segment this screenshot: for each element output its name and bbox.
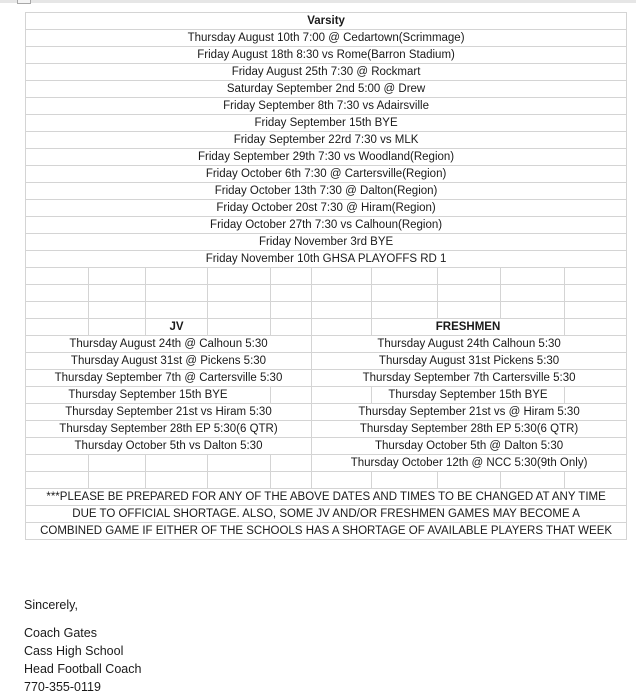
closing-text: Sincerely, [24,598,78,612]
varsity-game: Friday October 27th 7:30 vs Calhoun(Region) [26,217,627,234]
varsity-game: Friday September 29th 7:30 vs Woodland(Region) [26,149,627,166]
varsity-game: Friday November 10th GHSA PLAYOFFS RD 1 [26,251,627,268]
jv-game: Thursday September 7th @ Cartersville 5:30 [26,370,312,387]
empty-cell[interactable] [372,285,438,302]
table-move-handle[interactable] [17,0,31,4]
empty-cell[interactable] [372,302,438,319]
empty-cell[interactable] [208,268,271,285]
freshmen-game: Thursday October 12th @ NCC 5:30(9th Only) [312,455,627,472]
empty-cell[interactable] [146,302,208,319]
section-header-row [26,319,627,336]
jv-freshmen-row [26,387,627,404]
empty-cell[interactable] [26,472,89,489]
empty-cell[interactable] [312,319,372,336]
jv-game: Thursday August 31st @ Pickens 5:30 [26,353,312,370]
varsity-game-row [26,132,627,149]
empty-cell[interactable] [146,285,208,302]
empty-cell[interactable] [89,302,146,319]
varsity-game: Friday October 6th 7:30 @ Cartersville(Region) [26,166,627,183]
empty-cell[interactable] [312,268,372,285]
varsity-game-row [26,200,627,217]
empty-cell[interactable] [438,302,501,319]
ruler-bar [0,0,636,3]
empty-cell[interactable] [89,455,146,472]
jv-game: Thursday October 5th vs Dalton 5:30 [26,438,312,455]
empty-cell[interactable] [89,472,146,489]
schedule-table [25,12,627,540]
varsity-game-row [26,30,627,47]
empty-cell[interactable] [271,319,312,336]
jv-freshmen-row [26,353,627,370]
varsity-game: Friday August 25th 7:30 @ Rockmart [26,64,627,81]
empty-row [26,302,627,319]
empty-cell[interactable] [271,285,312,302]
empty-cell[interactable] [271,472,312,489]
freshmen-game: Thursday August 24th Calhoun 5:30 [312,336,627,353]
jv-freshmen-row [26,404,627,421]
empty-cell[interactable] [312,472,372,489]
varsity-game: Friday September 15th BYE [26,115,627,132]
empty-cell[interactable] [89,319,146,336]
empty-cell[interactable] [438,472,501,489]
empty-cell[interactable] [146,455,208,472]
empty-cell[interactable] [89,268,146,285]
jv-freshmen-row [26,421,627,438]
empty-cell[interactable] [438,285,501,302]
notice-line: ***PLEASE BE PREPARED FOR ANY OF THE ABOVE DATES AND TIMES TO BE CHANGED AT ANY TIME [26,489,627,506]
notice-row [26,506,627,523]
empty-cell[interactable] [271,455,312,472]
varsity-game-row [26,251,627,268]
empty-cell[interactable] [271,302,312,319]
signer-role: Head Football Coach [24,662,142,676]
varsity-game-row [26,234,627,251]
empty-cell[interactable] [565,472,627,489]
empty-cell[interactable] [501,472,565,489]
signer-name: Coach Gates [24,626,97,640]
jv-freshmen-row [26,438,627,455]
notice-line: DUE TO OFFICIAL SHORTAGE. ALSO, SOME JV AND/OR FRESHMEN GAMES MAY BECOME A [26,506,627,523]
jv-freshmen-row [26,336,627,353]
empty-cell[interactable] [372,472,438,489]
notice-row [26,523,627,540]
freshmen-game: Thursday October 5th @ Dalton 5:30 [312,438,627,455]
empty-cell[interactable] [26,302,89,319]
varsity-title: Varsity [26,13,627,30]
empty-cell[interactable] [501,285,565,302]
empty-cell[interactable] [146,472,208,489]
varsity-game-row [26,81,627,98]
jv-game: Thursday September 28th EP 5:30(6 QTR) [26,421,312,438]
empty-row [26,268,627,285]
varsity-game-row [26,115,627,132]
empty-cell[interactable] [146,268,208,285]
empty-cell[interactable] [26,319,89,336]
empty-cell[interactable] [89,285,146,302]
jv-game: Thursday September 21st vs Hiram 5:30 [26,404,312,421]
varsity-game-row [26,47,627,64]
jv-freshmen-row [26,370,627,387]
empty-cell[interactable] [312,285,372,302]
freshmen-game: Thursday September 28th EP 5:30(6 QTR) [312,421,627,438]
varsity-game-row [26,149,627,166]
varsity-game-row [26,64,627,81]
signer-phone: 770-355-0119 [24,680,101,694]
empty-cell[interactable] [312,302,372,319]
empty-cell[interactable] [372,268,438,285]
varsity-game: Friday August 18th 8:30 vs Rome(Barron Stadium) [26,47,627,64]
notice-line: COMBINED GAME IF EITHER OF THE SCHOOLS HAS A SHORTAGE OF AVAILABLE PLAYERS THAT WEEK [26,523,627,540]
varsity-game: Saturday September 2nd 5:00 @ Drew [26,81,627,98]
empty-cell[interactable] [501,268,565,285]
jv-game: Thursday September 15th BYE [26,387,271,404]
varsity-game-row [26,98,627,115]
signer-school: Cass High School [24,644,124,658]
empty-cell[interactable] [208,302,271,319]
empty-cell[interactable] [565,387,627,404]
freshmen-game: Thursday September 21st vs @ Hiram 5:30 [312,404,627,421]
freshmen-game: Thursday September 15th BYE [372,387,565,404]
freshmen-title: FRESHMEN [372,319,565,336]
varsity-game: Friday October 20st 7:30 @ Hiram(Region) [26,200,627,217]
empty-cell[interactable] [565,285,627,302]
varsity-game: Friday September 22rd 7:30 vs MLK [26,132,627,149]
jv-game: Thursday August 24th @ Calhoun 5:30 [26,336,312,353]
empty-cell[interactable] [208,455,271,472]
empty-cell[interactable] [208,319,271,336]
empty-cell[interactable] [26,455,89,472]
varsity-title-row [26,13,627,30]
notice-row [26,489,627,506]
jv-freshmen-row [26,455,627,472]
varsity-game: Friday October 13th 7:30 @ Dalton(Region) [26,183,627,200]
varsity-game: Friday November 3rd BYE [26,234,627,251]
empty-cell[interactable] [438,268,501,285]
varsity-game-row [26,183,627,200]
empty-cell[interactable] [565,302,627,319]
empty-row [26,472,627,489]
schedule-table-container [25,12,626,540]
empty-row [26,285,627,302]
varsity-game: Friday September 8th 7:30 vs Adairsville [26,98,627,115]
empty-cell[interactable] [312,387,372,404]
varsity-game-row [26,166,627,183]
empty-cell[interactable] [208,285,271,302]
jv-title: JV [146,319,208,336]
empty-cell[interactable] [565,268,627,285]
freshmen-game: Thursday August 31st Pickens 5:30 [312,353,627,370]
empty-cell[interactable] [271,268,312,285]
empty-cell[interactable] [271,387,312,404]
empty-cell[interactable] [501,302,565,319]
empty-cell[interactable] [565,319,627,336]
empty-cell[interactable] [26,285,89,302]
empty-cell[interactable] [26,268,89,285]
varsity-game-row [26,217,627,234]
empty-cell[interactable] [208,472,271,489]
spacer [24,614,141,624]
freshmen-game: Thursday September 7th Cartersville 5:30 [312,370,627,387]
varsity-game: Thursday August 10th 7:00 @ Cedartown(Scrimmage) [26,30,627,47]
signature-block [24,596,141,696]
